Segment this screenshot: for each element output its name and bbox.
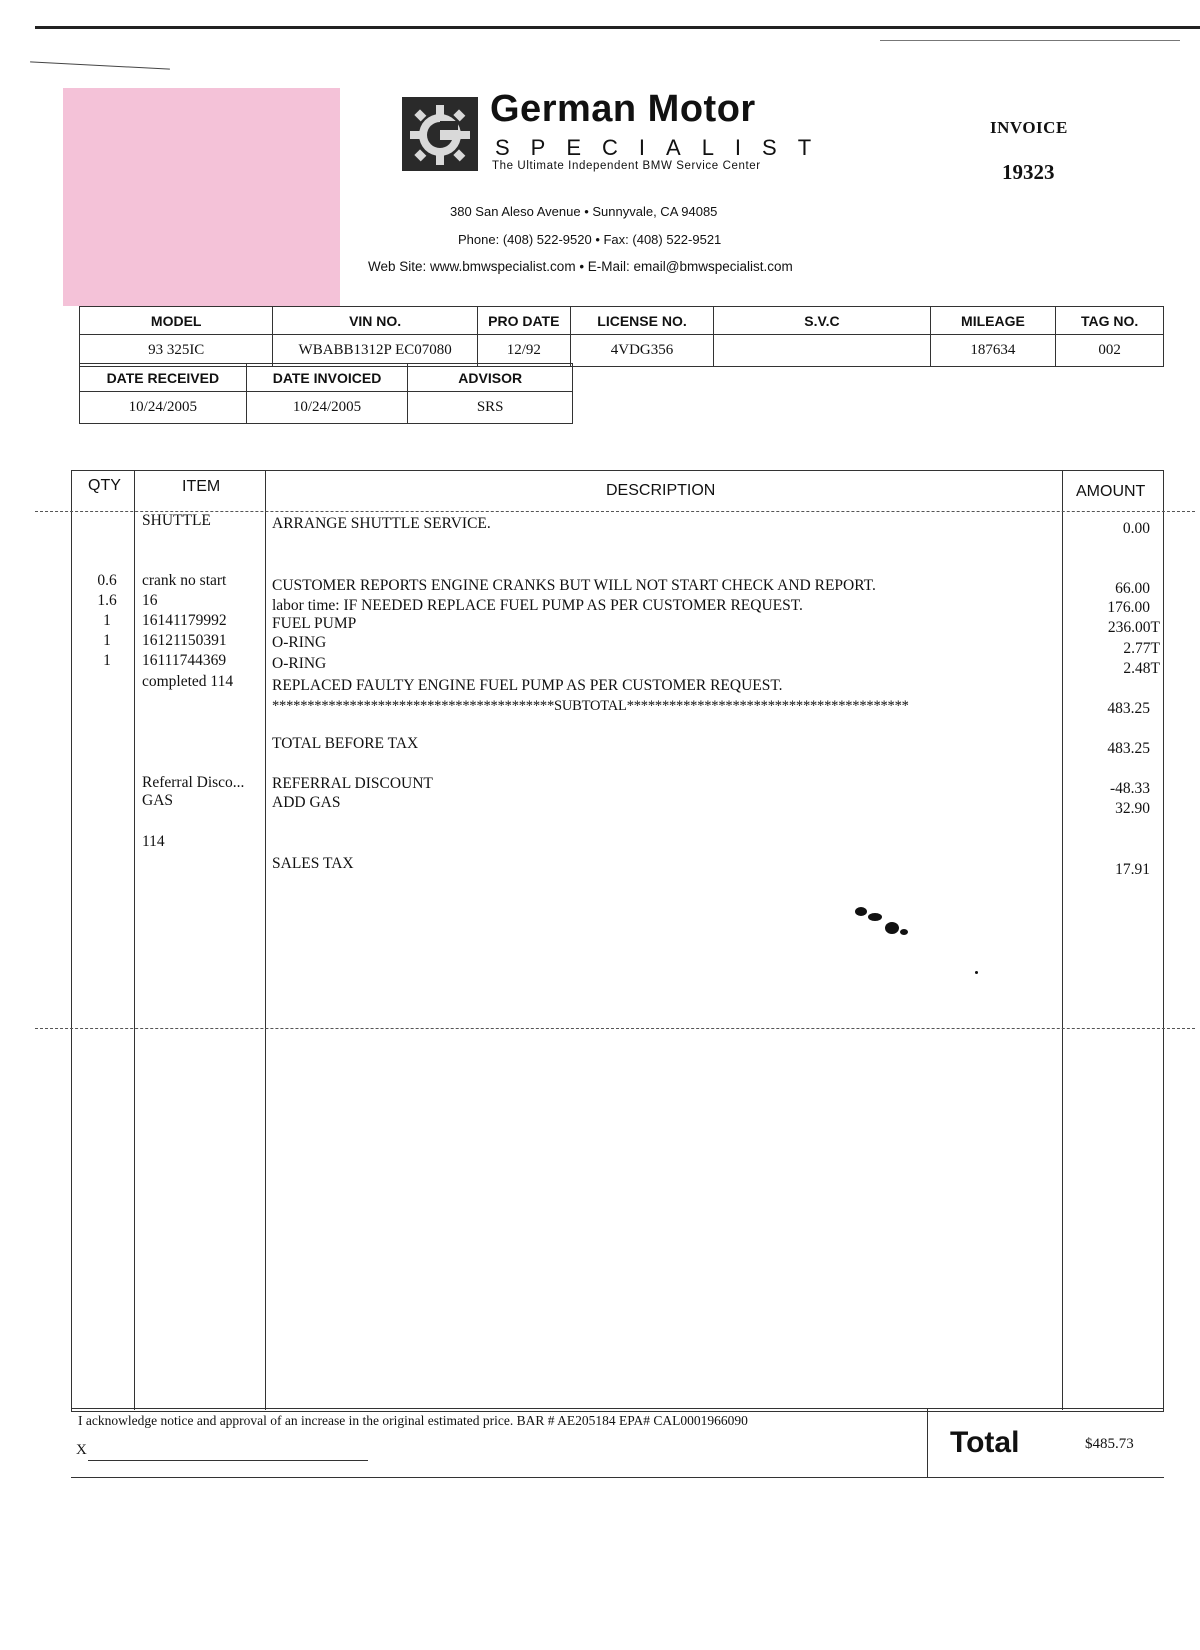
table-bottom (71, 1477, 1164, 1478)
line-item-item: 16111744369 (142, 652, 227, 669)
amount-header: AMOUNT (1076, 483, 1146, 500)
company-web: Web Site: www.bmwspecialist.com • E-Mail: email@bmwspecialist.com (368, 259, 793, 274)
vin-value: WBABB1312P EC07080 (273, 335, 478, 367)
line-item-item: 16141179992 (142, 612, 227, 629)
line-item-amount: -48.33 (1109, 780, 1150, 797)
line-item-description: labor time: IF NEEDED REPLACE FUEL PUMP AS PER CUSTOMER REQUEST. (272, 597, 803, 614)
sales-tax-amount: 17.91 (1115, 861, 1150, 878)
total-before-tax-label: TOTAL BEFORE TAX (272, 735, 419, 752)
line-item-item: 16121150391 (142, 632, 227, 649)
license-value: 4VDG356 (570, 335, 714, 367)
mileage-header: MILEAGE (930, 307, 1056, 335)
line-item-amount: 2.77T (1123, 640, 1160, 657)
advisor-value: SRS (408, 392, 573, 424)
line-item-amount: 2.48T (1123, 660, 1160, 677)
line-item-qty: 0.6 (97, 572, 117, 589)
svc-header: S.V.C (714, 307, 930, 335)
line-item-qty: 1 (103, 612, 111, 629)
line-item-amount: 236.00T (1107, 619, 1160, 636)
date-received-header: DATE RECEIVED (80, 364, 247, 392)
tag-header: TAG NO. (1056, 307, 1164, 335)
ink-speck (975, 971, 978, 974)
total-value: $485.73 (1085, 1436, 1134, 1452)
top-edge-rule-secondary (880, 40, 1180, 41)
line-item-amount: 66.00 (1115, 580, 1150, 597)
line-item-description: REPLACED FAULTY ENGINE FUEL PUMP AS PER CUSTOMER REQUEST. (272, 677, 783, 694)
fold-line (35, 1028, 1195, 1029)
line-item-description: ARRANGE SHUTTLE SERVICE. (272, 515, 491, 532)
item-header: ITEM (182, 478, 221, 495)
line-item-qty: 1.6 (97, 592, 117, 609)
signature-x: X (76, 1442, 87, 1458)
ink-speck (868, 913, 882, 921)
mileage-value: 187634 (930, 335, 1056, 367)
subtotal-amount: 483.25 (1107, 700, 1150, 717)
col-divider-qty (134, 470, 135, 1410)
line-item-item: completed 114 (142, 673, 234, 690)
total-before-tax-amount: 483.25 (1107, 740, 1150, 757)
subtotal-line: ****************************************SUBTOTAL**************************************** (272, 698, 909, 714)
invoice-number: 19323 (1002, 160, 1055, 184)
total-label: Total (950, 1426, 1020, 1459)
model-header: MODEL (80, 307, 273, 335)
acknowledgement-text: I acknowledge notice and approval of an increase in the original estimated price. BAR # AE205184 EPA# CAL0001966090 (78, 1413, 748, 1428)
tag-value: 002 (1056, 335, 1164, 367)
line-item-description: O-RING (272, 634, 327, 651)
company-subtitle: SPECIALIST (495, 135, 833, 160)
invoice-label: INVOICE (990, 118, 1068, 137)
ink-speck (900, 929, 908, 935)
dates-table (79, 363, 573, 424)
line-item-amount: 0.00 (1122, 520, 1150, 537)
gear-logo-icon (402, 97, 478, 171)
ink-speck (855, 907, 867, 916)
qty-header: QTY (88, 477, 121, 494)
sticky-note (63, 88, 340, 306)
date-received-value: 10/24/2005 (80, 392, 247, 424)
col-divider-item (265, 470, 266, 1410)
company-name: German Motor (490, 88, 756, 130)
pro-date-header: PRO DATE (477, 307, 570, 335)
pro-date-value: 12/92 (477, 335, 570, 367)
line-item-amount: 176.00 (1107, 599, 1150, 616)
corner-pen-mark (30, 61, 170, 69)
top-edge-rule (35, 26, 1200, 29)
license-header: LICENSE NO. (570, 307, 714, 335)
vehicle-info-table (79, 306, 1164, 367)
company-address: 380 San Aleso Avenue • Sunnyvale, CA 94085 (450, 204, 718, 219)
model-value: 93 325IC (80, 335, 273, 367)
line-item-item: Referral Disco... (142, 774, 245, 791)
total-box-divider (927, 1408, 928, 1478)
line-item-description: ADD GAS (272, 794, 341, 811)
signature-line (88, 1460, 368, 1461)
line-item-qty: 1 (103, 652, 111, 669)
line-item-item: 16 (142, 592, 158, 609)
footer-divider (71, 1408, 1164, 1409)
sales-tax-label: SALES TAX (272, 855, 354, 872)
line-item-item: GAS (142, 792, 174, 809)
svc-value (714, 335, 930, 367)
line-item-qty: 1 (103, 632, 111, 649)
line-item-item: 114 (142, 833, 165, 850)
ink-speck (885, 922, 899, 934)
line-item-description: CUSTOMER REPORTS ENGINE CRANKS BUT WILL NOT START CHECK AND REPORT. (272, 577, 876, 594)
line-item-description: O-RING (272, 655, 327, 672)
line-item-description: REFERRAL DISCOUNT (272, 775, 433, 792)
line-item-description: FUEL PUMP (272, 615, 357, 632)
line-item-amount: 32.90 (1115, 800, 1150, 817)
line-item-item: SHUTTLE (142, 512, 211, 529)
company-tagline: The Ultimate Independent BMW Service Center (492, 160, 761, 172)
line-item-item: crank no start (142, 572, 227, 589)
description-header: DESCRIPTION (606, 482, 716, 499)
date-invoiced-value: 10/24/2005 (246, 392, 408, 424)
vin-header: VIN NO. (273, 307, 478, 335)
advisor-header: ADVISOR (408, 364, 573, 392)
date-invoiced-header: DATE INVOICED (246, 364, 408, 392)
company-phone: Phone: (408) 522-9520 • Fax: (408) 522-9521 (458, 232, 722, 247)
